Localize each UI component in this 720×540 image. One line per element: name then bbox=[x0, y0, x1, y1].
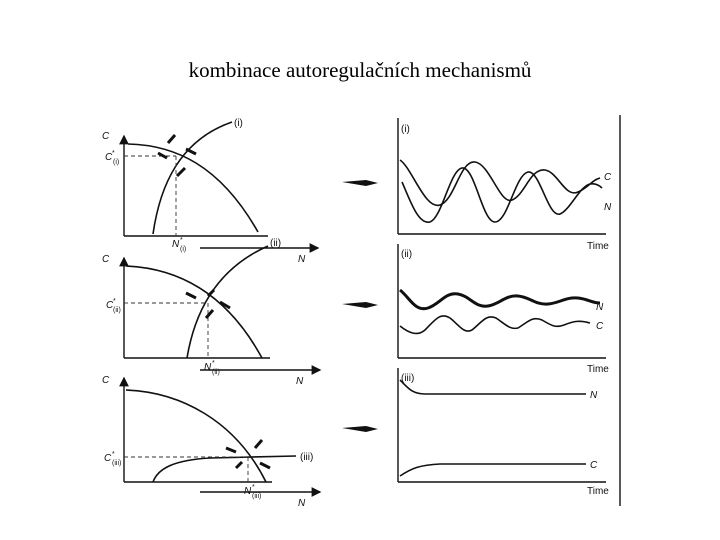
series-c-label: C bbox=[590, 460, 598, 471]
star-mark: * bbox=[180, 237, 183, 244]
n-star-label: N bbox=[204, 362, 212, 373]
n-star-sub: (ii) bbox=[212, 369, 220, 376]
c-star-label: C bbox=[105, 152, 113, 163]
c-isocline bbox=[126, 390, 266, 482]
series-n-label: N bbox=[596, 302, 604, 313]
series-c-label: C bbox=[596, 321, 604, 332]
transition-arrow-icon bbox=[342, 180, 378, 186]
n-isocline bbox=[153, 456, 296, 482]
series-c bbox=[400, 160, 600, 205]
series-n bbox=[400, 380, 586, 394]
arrow-icon bbox=[226, 448, 236, 452]
series-n bbox=[400, 290, 600, 309]
arrow-icon bbox=[168, 135, 175, 143]
timeseries-iii bbox=[398, 368, 609, 497]
c-star-sub: (i) bbox=[113, 159, 120, 166]
phase-plane-i bbox=[102, 118, 268, 253]
arrow-icon bbox=[186, 293, 196, 298]
transition-arrow-icon bbox=[342, 302, 378, 308]
panel-label-ii: (ii) bbox=[270, 238, 282, 249]
arrow-icon bbox=[236, 462, 242, 468]
n-star-sub: (i) bbox=[180, 246, 187, 253]
n-axis-label: N bbox=[298, 498, 306, 509]
panel-label-i: (i) bbox=[401, 124, 410, 135]
arrow-icon bbox=[206, 310, 213, 318]
star-mark: * bbox=[112, 451, 115, 458]
n-axis-label: N bbox=[296, 376, 304, 387]
star-mark: * bbox=[112, 150, 115, 157]
timeseries-ii bbox=[398, 244, 609, 375]
time-label: Time bbox=[587, 364, 609, 375]
phase-plane-iii bbox=[102, 370, 320, 509]
c-star-label: C bbox=[106, 300, 114, 311]
panel-label-iii: (iii) bbox=[300, 452, 314, 463]
arrow-icon bbox=[255, 440, 262, 448]
arrow-icon bbox=[177, 168, 185, 176]
time-label: Time bbox=[587, 241, 609, 252]
series-c-label: C bbox=[604, 172, 612, 183]
arrow-icon bbox=[260, 463, 270, 468]
phase-plane-ii bbox=[102, 238, 318, 376]
n-star-label: N bbox=[244, 486, 252, 497]
c-isocline bbox=[128, 144, 258, 232]
c-axis-label: C bbox=[102, 254, 110, 265]
series-c bbox=[400, 316, 590, 334]
c-star-label: C bbox=[104, 453, 112, 464]
timeseries-i bbox=[398, 118, 612, 252]
time-label: Time bbox=[587, 486, 609, 497]
arrow-icon bbox=[158, 153, 167, 158]
series-n-label: N bbox=[590, 390, 598, 401]
slide-title: kombinace autoregulačních mechanismů bbox=[188, 58, 532, 82]
c-star-sub: (ii) bbox=[113, 307, 121, 314]
transition-arrow-icon bbox=[342, 426, 378, 432]
n-axis-label: N bbox=[298, 254, 306, 265]
c-star-sub: (iii) bbox=[112, 460, 122, 467]
series-c bbox=[400, 464, 586, 476]
star-mark: * bbox=[212, 360, 215, 367]
star-mark: * bbox=[113, 298, 116, 305]
arrow-icon bbox=[208, 290, 214, 296]
series-n-label: N bbox=[604, 202, 612, 213]
panel-label-i: (i) bbox=[234, 118, 243, 129]
panel-label-ii: (ii) bbox=[401, 249, 413, 260]
c-axis-label: C bbox=[102, 375, 110, 386]
c-isocline bbox=[126, 266, 262, 358]
n-star-sub: (iii) bbox=[252, 493, 262, 500]
n-isocline bbox=[187, 246, 268, 358]
c-axis-label: C bbox=[102, 131, 110, 142]
n-star-label: N bbox=[172, 239, 180, 250]
n-isocline bbox=[153, 122, 232, 234]
panel-label-iii: (iii) bbox=[401, 373, 415, 384]
star-mark: * bbox=[252, 484, 255, 491]
